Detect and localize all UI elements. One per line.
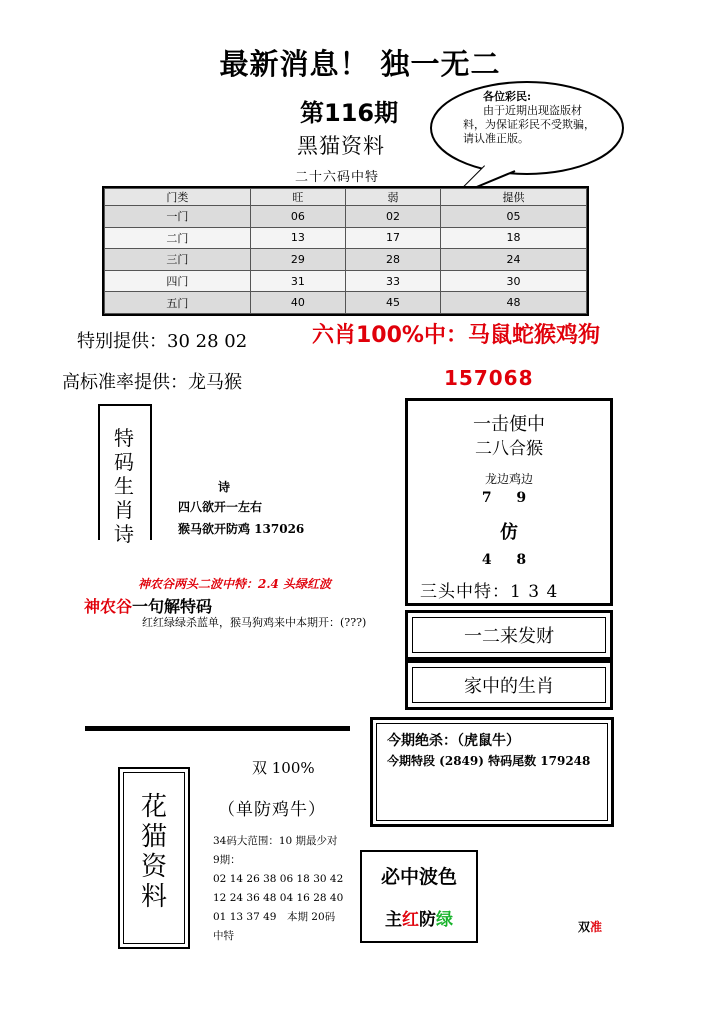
guard-note: （单防鸡牛） xyxy=(218,800,326,820)
shennonggu-heading: 一句解特码 xyxy=(132,597,213,616)
table-cell: 31 xyxy=(250,270,345,292)
table-row xyxy=(105,249,587,271)
shennonggu-brand: 神农谷 xyxy=(84,597,133,616)
poem-vertical-char: 诗 xyxy=(114,522,134,546)
one-hit-subtitle: 二八合猴 xyxy=(475,439,543,459)
special-provide: 特别提供：30 28 02 xyxy=(77,331,248,352)
bubble-text xyxy=(463,90,603,146)
kill-segment-line: 今期特段 (2849) 特码尾数 179248 xyxy=(387,754,591,768)
table-row xyxy=(105,227,587,249)
table-cell: 四门 xyxy=(105,270,251,292)
range-line: 9期： xyxy=(213,854,241,866)
table-cell: 06 xyxy=(250,206,345,228)
range-line: 02 14 26 38 06 18 30 42 xyxy=(213,873,344,885)
table-cell: 28 xyxy=(345,249,440,271)
table-cell: 29 xyxy=(250,249,345,271)
flower-vertical-char: 花 xyxy=(140,792,167,822)
divider xyxy=(85,726,350,731)
shennonggu-note: 红红绿绿杀蓝单，猴马狗鸡来中本期开：(???) xyxy=(142,616,367,629)
one-hit-numbers: 4 8 xyxy=(481,552,537,568)
wave-color-pick xyxy=(360,905,478,930)
highlight-number: 157068 xyxy=(444,366,534,390)
shennonggu-wave: 神农谷两头二波中特：2.4 头绿红波 xyxy=(138,577,332,591)
flower-vertical-char: 资 xyxy=(140,852,167,882)
poem-vertical-char: 码 xyxy=(114,450,134,474)
table-cell: 05 xyxy=(441,206,587,228)
range-line: 01 13 37 49 本期 20码 xyxy=(213,911,336,923)
table-cell: 17 xyxy=(345,227,440,249)
poem-line: 猴马欲开防鸡 137026 xyxy=(178,522,305,536)
table-cell: 40 xyxy=(250,292,345,314)
range-line: 12 24 36 48 04 16 28 40 xyxy=(213,892,344,904)
issue-number: 第116期 xyxy=(300,99,399,127)
table-header: 提供 xyxy=(441,189,587,206)
one-hit-note: 龙边鸡边 xyxy=(484,472,533,486)
wave-main: 主 xyxy=(385,910,402,930)
one-hit-title: 一击便中 xyxy=(473,414,545,435)
table-cell: 24 xyxy=(441,249,587,271)
table-cell: 三门 xyxy=(105,249,251,271)
flower-vertical-title xyxy=(128,792,180,912)
table-cell: 45 xyxy=(345,292,440,314)
table-cell: 02 xyxy=(345,206,440,228)
range-line: 中特 xyxy=(213,930,234,942)
one-hit-fang: 仿 xyxy=(500,522,518,543)
table-cell: 二门 xyxy=(105,227,251,249)
table-cell: 48 xyxy=(441,292,587,314)
table-cell: 五门 xyxy=(105,292,251,314)
table-cell: 13 xyxy=(250,227,345,249)
range-line: 34码大范围：10 期最少对 xyxy=(213,835,338,847)
table-header-row xyxy=(105,189,587,206)
poem-heading: 诗 xyxy=(218,480,231,494)
wave-red: 红 xyxy=(402,910,419,930)
high-standard-provide: 高标准率提供：龙马猴 xyxy=(62,372,242,393)
table-cell: 一门 xyxy=(105,206,251,228)
three-head-special: 三头中特：1 3 4 xyxy=(420,582,559,602)
table-caption: 二十六码中特 xyxy=(295,170,380,185)
table-row xyxy=(105,206,587,228)
flower-vertical-char: 料 xyxy=(140,882,167,912)
range-block xyxy=(213,832,363,946)
six-zodiac-headline: 六肖100%中：马鼠蛇猴鸡狗 xyxy=(312,323,600,348)
table-header: 门类 xyxy=(105,189,251,206)
double-label: 双 xyxy=(578,920,591,934)
double-accurate xyxy=(578,918,602,935)
table-cell: 33 xyxy=(345,270,440,292)
bubble-greeting: 各位彩民: xyxy=(483,90,532,103)
poem-vertical-char: 特 xyxy=(114,426,134,450)
subtitle: 黑猫资料 xyxy=(297,134,385,158)
poem-line: 四八欲开一左右 xyxy=(178,500,263,514)
wave-color-title: 必中波色 xyxy=(380,866,457,888)
fortune-box xyxy=(405,610,613,660)
table-cell: 30 xyxy=(441,270,587,292)
table-header: 弱 xyxy=(345,189,440,206)
double-100: 双 100% xyxy=(252,759,315,777)
table-row xyxy=(105,270,587,292)
codes-table xyxy=(102,186,589,316)
home-zodiac-label: 家中的生肖 xyxy=(412,667,606,703)
fortune-label: 一二来发财 xyxy=(412,617,606,653)
table-header: 旺 xyxy=(250,189,345,206)
flower-vertical-char: 猫 xyxy=(140,822,167,852)
accurate-label: 准 xyxy=(590,920,603,934)
table-row xyxy=(105,292,587,314)
table-cell: 18 xyxy=(441,227,587,249)
kill-line: 今期绝杀：（虎鼠牛） xyxy=(387,733,520,749)
home-zodiac-box xyxy=(405,660,613,710)
poem-vertical-char: 肖 xyxy=(114,498,134,522)
bubble-body: 由于近期出现盗版材料，为保证彩民不受欺骗，请认准正版。 xyxy=(463,104,595,145)
poem-vertical-title xyxy=(111,426,137,546)
poem-vertical-char: 生 xyxy=(114,474,134,498)
main-title: 最新消息！ 独一无二 xyxy=(219,47,501,81)
wave-green: 绿 xyxy=(436,910,453,930)
wave-guard: 防 xyxy=(419,910,436,930)
one-hit-numbers: 7 9 xyxy=(481,490,537,506)
